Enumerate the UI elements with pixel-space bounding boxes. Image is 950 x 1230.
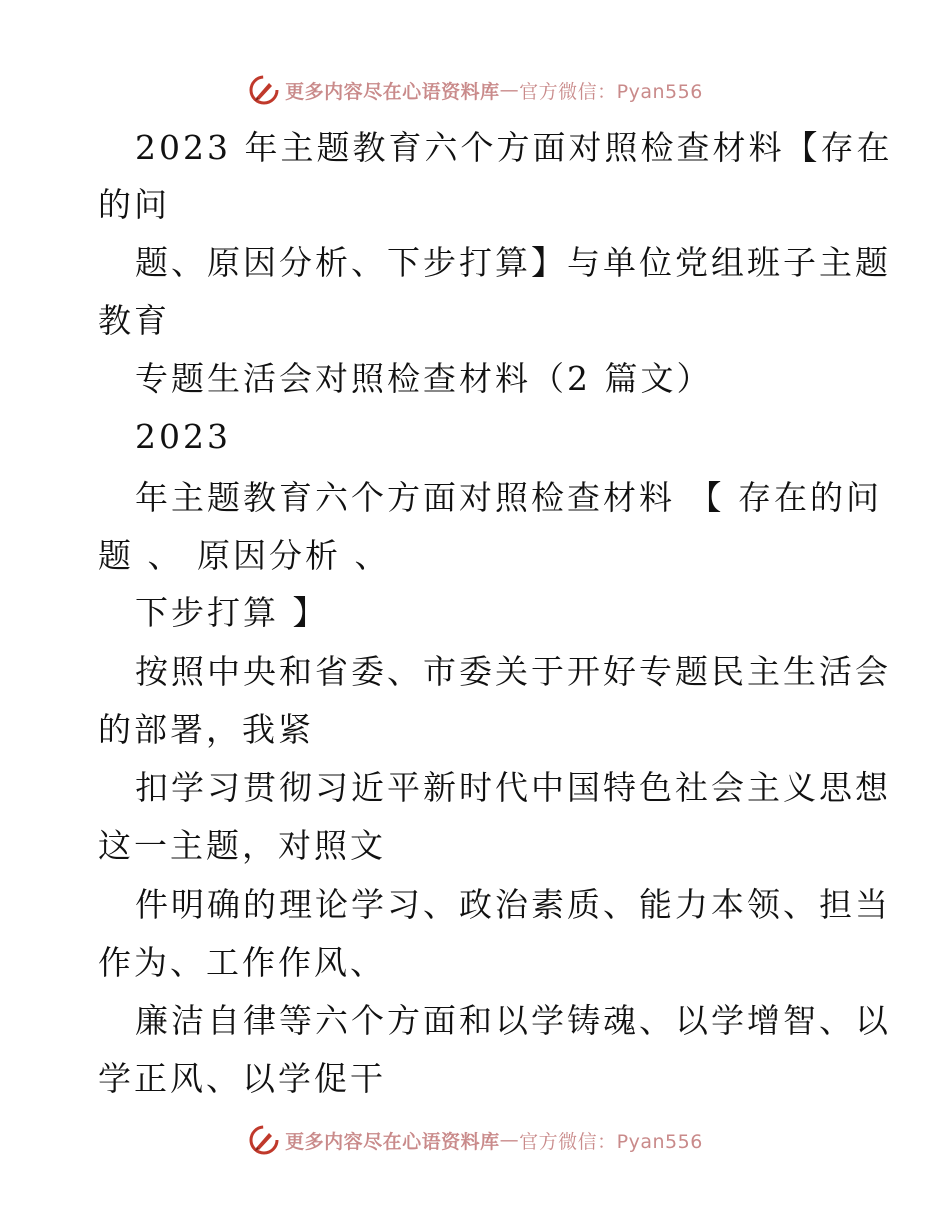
paragraph-line-4: 这一主题，对照文 bbox=[98, 826, 386, 865]
brand-text: 更多内容尽在心语资料库 bbox=[285, 80, 500, 103]
brand-text: 更多内容尽在心语资料库 bbox=[285, 1130, 500, 1153]
wechat-id-text: 官方微信：Pyan556 bbox=[519, 80, 703, 103]
paragraph-line-6: 作为、工作作风、 bbox=[98, 943, 386, 982]
section-heading-line-1: 2023 bbox=[135, 417, 231, 456]
doc-title-line-3: 题、原因分析、下步打算】与单位党组班子主题 bbox=[135, 243, 891, 282]
section-heading-line-2: 年主题教育六个方面对照检查材料 【 存在的问 bbox=[135, 478, 882, 517]
paragraph-line-3: 扣学习贯彻习近平新时代中国特色社会主义思想 bbox=[135, 768, 891, 807]
wechat-id-text: 官方微信：Pyan556 bbox=[519, 1130, 703, 1153]
footer-watermark-banner bbox=[0, 1120, 950, 1160]
header-watermark-banner bbox=[0, 70, 950, 110]
doc-title-line-5: 专题生活会对照检查材料（2 篇文） bbox=[135, 359, 713, 398]
paragraph-line-8: 学正风、以学促干 bbox=[98, 1059, 386, 1098]
paragraph-line-2: 的部署，我紧 bbox=[98, 710, 314, 749]
section-heading-line-3: 题 、 原因分析 、 bbox=[98, 536, 391, 575]
banner-separator: — bbox=[499, 1129, 520, 1151]
pen-circle-logo-icon bbox=[247, 73, 281, 107]
doc-title-line-1: 2023 年主题教育六个方面对照检查材料【存在 bbox=[135, 128, 893, 167]
pen-circle-logo-icon bbox=[247, 1123, 281, 1157]
paragraph-line-1: 按照中央和省委、市委关于开好专题民主生活会 bbox=[135, 652, 891, 691]
doc-title-line-2: 的问 bbox=[98, 185, 170, 224]
section-heading-line-4: 下步打算 】 bbox=[135, 593, 329, 632]
banner-separator: — bbox=[499, 79, 520, 101]
paragraph-line-7: 廉洁自律等六个方面和以学铸魂、以学增智、以 bbox=[135, 1001, 891, 1040]
paragraph-line-5: 件明确的理论学习、政治素质、能力本领、担当 bbox=[135, 885, 891, 924]
doc-title-line-4: 教育 bbox=[98, 301, 170, 340]
